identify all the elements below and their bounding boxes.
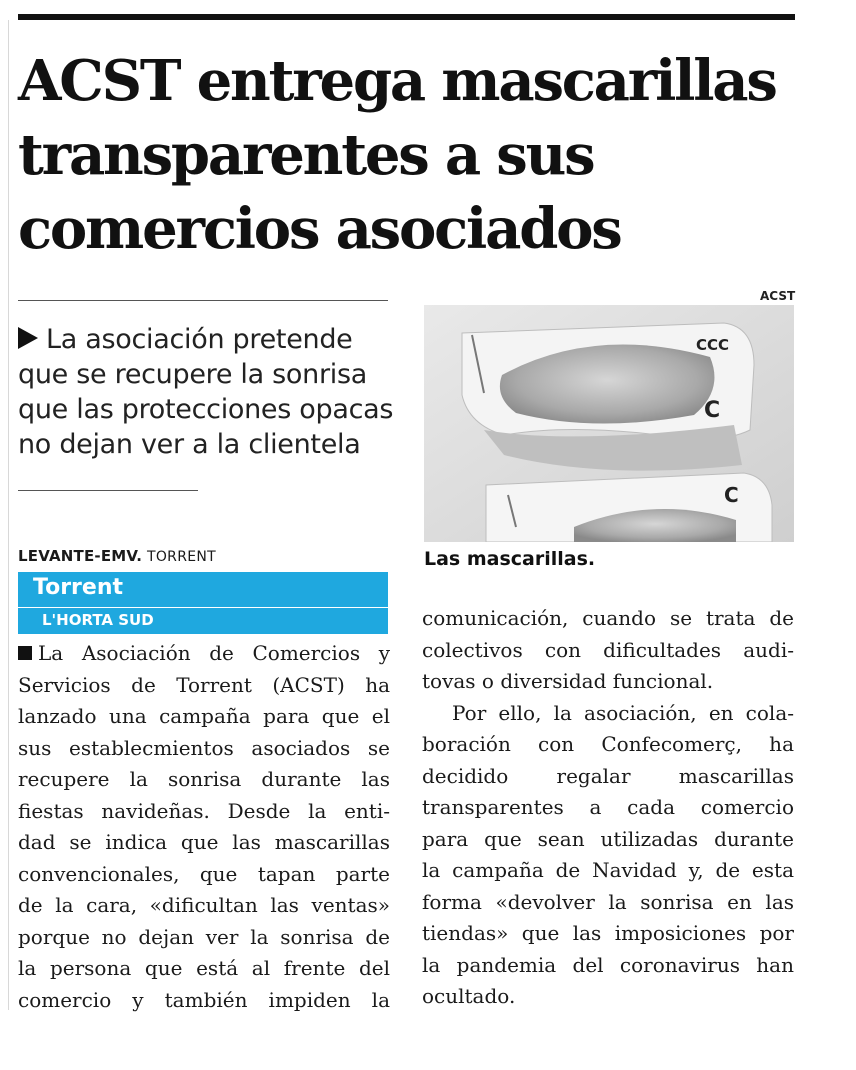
body-line: colectivos con dificultades audi- bbox=[422, 637, 794, 662]
subhead-line: no dejan ver a la clientela bbox=[18, 429, 361, 460]
subhead bbox=[18, 322, 394, 462]
page-edge bbox=[8, 20, 9, 1010]
body-line: tovas o diversidad funcional. bbox=[422, 669, 714, 693]
body-column-right bbox=[422, 603, 794, 1013]
byline-city: TORRENT bbox=[147, 549, 216, 565]
mask-logo: CCC bbox=[696, 336, 730, 354]
byline bbox=[18, 547, 216, 565]
body-line: tiendas» que las imposiciones por bbox=[422, 921, 794, 945]
body-column-left bbox=[18, 638, 390, 1016]
body-line: la persona que está al frente del bbox=[18, 956, 390, 980]
mask-bottom bbox=[486, 473, 772, 542]
subhead-line: que se recupere la sonrisa bbox=[18, 359, 367, 390]
body-line: decidido regalar mascarillas bbox=[422, 763, 794, 788]
body-line: ocultado. bbox=[422, 984, 516, 1008]
body-line: la pandemia del coronavirus han bbox=[422, 952, 794, 977]
play-triangle-icon bbox=[18, 327, 38, 349]
subhead-text: La asociación pretende bbox=[46, 324, 353, 355]
photo-caption: Las mascarillas. bbox=[424, 548, 596, 570]
masks-illustration bbox=[424, 305, 794, 542]
headline-line: comercios asociados bbox=[18, 196, 621, 262]
headline-line: ACST entrega mascarillas bbox=[18, 48, 776, 114]
section-banner bbox=[18, 572, 388, 634]
body-line: Por ello, la asociación, en cola- bbox=[452, 700, 794, 725]
section-region: L'HORTA SUD bbox=[18, 607, 388, 632]
body-line: comercio y también impiden la bbox=[18, 987, 390, 1012]
mask-letter: C bbox=[704, 398, 721, 423]
headline bbox=[18, 44, 798, 266]
body-line: lanzado una campaña para que el bbox=[18, 704, 390, 728]
photo-masks bbox=[424, 305, 794, 542]
body-line: forma «devolver la sonrisa en las bbox=[422, 889, 794, 914]
headline-line: transparentes a sus bbox=[18, 122, 594, 188]
photo-credit: ACST bbox=[760, 289, 796, 303]
mask-letter: C bbox=[724, 483, 739, 507]
body-line: la campaña de Navidad y, de esta bbox=[422, 858, 794, 882]
subhead-line: que las protecciones opacas bbox=[18, 394, 394, 425]
body-line: fiestas navideñas. Desde la enti- bbox=[18, 798, 390, 823]
body-text: La Asociación de Comercios y bbox=[38, 641, 390, 665]
body-line: dad se indica que las mascarillas bbox=[18, 830, 390, 854]
body-line: recupere la sonrisa durante las bbox=[18, 767, 390, 791]
square-bullet-icon bbox=[18, 646, 32, 660]
body-line: sus establecmientos asociados se bbox=[18, 735, 390, 760]
body-line bbox=[18, 638, 390, 670]
body-line: comunicación, cuando se trata de bbox=[422, 606, 794, 630]
body-line: de la cara, «dificultan las ventas» bbox=[18, 893, 390, 917]
mask-top bbox=[462, 323, 754, 471]
body-line: para que sean utilizadas durante bbox=[422, 826, 794, 851]
body-line: transparentes a cada comercio bbox=[422, 795, 794, 819]
body-line: convencionales, que tapan parte bbox=[18, 861, 390, 886]
subhead-top-rule bbox=[18, 300, 388, 301]
subhead-bottom-rule bbox=[18, 490, 198, 491]
body-line: Servicios de Torrent (ACST) ha bbox=[18, 672, 390, 697]
section-name: Torrent bbox=[33, 575, 123, 600]
body-line: boración con Confecomerç, ha bbox=[422, 732, 794, 756]
body-line: porque no dejan ver la sonrisa de bbox=[18, 924, 390, 949]
subhead-line bbox=[18, 322, 390, 357]
top-rule bbox=[18, 14, 795, 20]
byline-agency: LEVANTE-EMV. bbox=[18, 547, 143, 565]
